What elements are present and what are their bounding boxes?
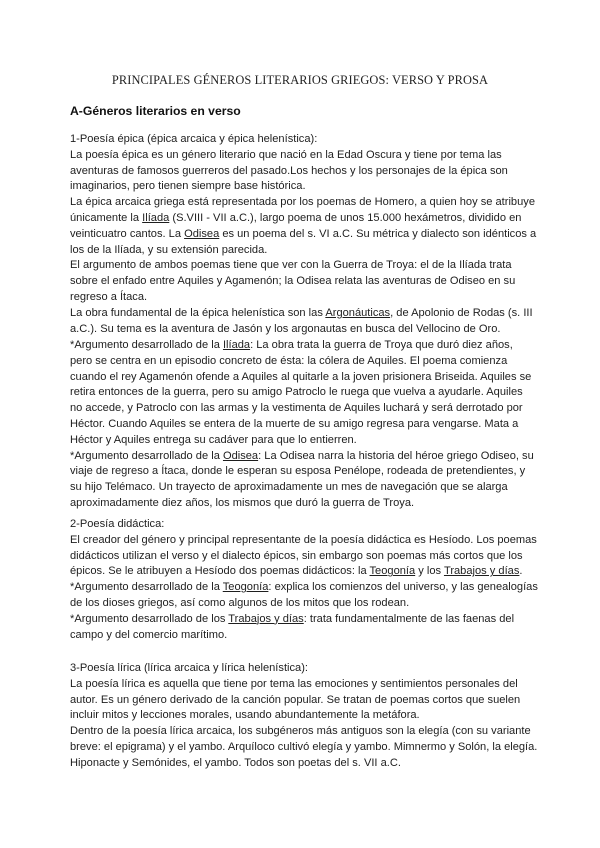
argonautics-title: Argonáuticas: [325, 306, 391, 319]
section-lyric: [70, 661, 538, 772]
theogony-argument: *Argumento desarrollado de la Teogonía: explica los comienzos del universo, y las genealogías de los dioses griegos, así como algunos de los mitos que los rodean.: [70, 581, 538, 609]
works-and-days-argument-title: Trabajos y días: [228, 612, 304, 625]
epic-paragraph-2: La épica arcaica griega está representada por los poemas de Homero, a quien hoy se atribuye únicamente la Ilíada (S.VIII - VII a.C.), largo poema de unos 15.000 hexámetros, dividido en veinticuatro cantos. La Odisea es un poema del s. VI a.C. Su métrica y dialecto son idénticos a los de la Ilíada, y su extensión parecida.: [70, 196, 537, 256]
section-didactic: [70, 517, 538, 643]
works-and-days-title: Trabajos y días: [443, 565, 520, 578]
iliad-argument: *Argumento desarrollado de la Ilíada: La obra trata la guerra de Troya que duró diez años, pero se centra en un episodio concreto de ésta: la cólera de Aquiles. El poema comienza cuando el rey Agamenón ofende a Aquiles al quitarle a la joven prisionera Briseida. Aquiles se retira entonces de la guerra, pero su amigo Patroclo le ruega que vuelva a ayudarle. Aquiles no accede, y Patroclo con las armas y la vestimenta de Aquiles luchará y será derrotado por Héctor. Cuando Aquiles se entera de la muerte de su amigo regresa para vengarse. Mata a Héctor y Aquiles entrega su cadáver para que lo entierren.: [70, 339, 532, 446]
section-heading-verse: A-Géneros literarios en verso: [70, 104, 241, 118]
iliad-title: Ilíada: [142, 211, 170, 224]
lyric-paragraph-1: La poesía lírica es aquella que tiene por tema las emociones y sentimientos personales del autor. Es un género derivado de la canción popular. Se tratan de poemas cortos que suelen incluir mitos y lecciones morales, usando abundantemente la metáfora.: [70, 677, 521, 722]
lyric-paragraph-2: Dentro de la poesía lírica arcaica, los subgéneros más antiguos son la elegía (con su variante breve: el epigrama) y el yambo. Arquíloco cultivó elegía y yambo. Mimnermo y Solón, la elegía. Hiponacte y Semónides, el yambo. Todos son poetas del s. VII a.C.: [70, 725, 538, 769]
epic-paragraph-4: La obra fundamental de la épica helenística son las Argonáuticas, de Apolonio de Rodas (s. III a.C.). Su tema es la aventura de Jasón y los argonautas en busca del Vellocino de Oro.: [70, 306, 533, 335]
theogony-title: Teogonía: [369, 565, 416, 578]
section-epic: [70, 132, 538, 337]
epic-paragraph-1: La poesía épica es un género literario que nació en la Edad Oscura y tiene por tema las aventuras de famosos guerreros del pasado.Los hechos y los personajes de la épica son imaginarios, pero tienen siempre base histórica.: [70, 148, 508, 193]
odyssey-argument: *Argumento desarrollado de la Odisea: La Odisea narra la historia del héroe griego Odiseo, su viaje de regreso a Ítaca, donde le esperan su esposa Penélope, rodeada de pretendientes, y su hijo Telémaco. Un trayecto de aproximadamente un mes de navegación que se alarga aproximadamente diez años, los mismos que duró la guerra de Troya.: [70, 449, 534, 509]
didactic-heading: 2-Poesía didáctica:: [70, 518, 165, 530]
document-title: PRINCIPALES GÉNEROS LITERARIOS GRIEGOS: VERSO Y PROSA: [111, 73, 489, 87]
lyric-heading: 3-Poesía lírica (lírica arcaica y lírica helenística):: [70, 662, 308, 674]
theogony-argument-title: Teogonía: [222, 581, 269, 594]
didactic-paragraph-1: El creador del género y principal representante de la poesía didáctica es Hesíodo. Los poemas didácticos utilizan el verso y el dialecto épicos, sin embargo son poemas más cortos que los épicos. Se le atribuyen a Hesíodo dos poemas didácticos: la Teogonía y los Trabajos y días.: [70, 533, 537, 578]
odyssey-argument-title: Odisea: [222, 449, 259, 462]
epic-heading: 1-Poesía épica (épica arcaica y épica helenística):: [70, 133, 318, 145]
epic-paragraph-3: El argumento de ambos poemas tiene que ver con la Guerra de Troya: el de la Ilíada trata sobre el enfado entre Aquiles y Agamenón; la Odisea relata las aventuras de Odiseo en su regreso a Ítaca.: [70, 259, 516, 303]
works-and-days-argument: *Argumento desarrollado de los Trabajos y días: trata fundamentalmente de las faenas del campo y del comercio marítimo.: [70, 612, 515, 641]
odyssey-title: Odisea: [184, 227, 220, 240]
section-arguments: [70, 338, 538, 512]
iliad-argument-title: Ilíada: [222, 339, 251, 351]
